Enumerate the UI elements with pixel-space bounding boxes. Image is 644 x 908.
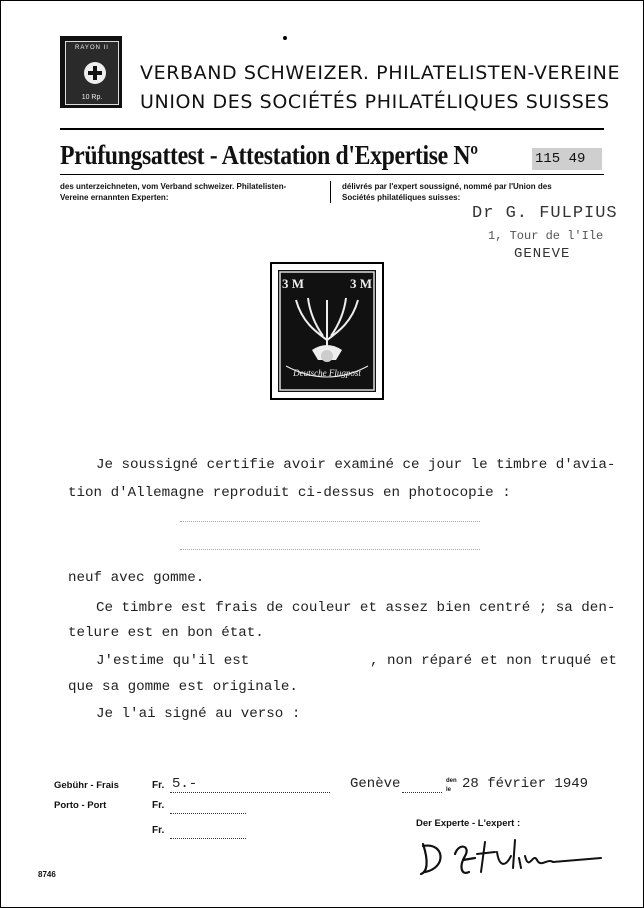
header-rule-bottom <box>60 174 604 175</box>
stamp-value-right: 3 M <box>349 276 372 291</box>
form-number: 8746 <box>38 870 56 879</box>
stamp-value-left: 3 M <box>282 276 305 291</box>
date: 28 février 1949 <box>462 776 589 792</box>
porto-label: Porto - Port <box>54 800 107 811</box>
body-line-8: Je l'ai signé au verso : <box>96 706 301 722</box>
org-name-german: VERBAND SCHWEIZER. PHILATELISTEN-VEREINE <box>140 62 621 84</box>
org-name-french: UNION DES SOCIÉTÉS PHILATÉLIQUES SUISSES <box>140 91 610 113</box>
porto-line <box>170 813 246 814</box>
stamp-photo-icon <box>270 262 384 400</box>
den-label: den <box>446 778 457 784</box>
swiss-rayon-stamp-icon <box>60 36 122 108</box>
expert-signature <box>415 832 615 882</box>
body-line-3: neuf avec gomme. <box>68 570 205 586</box>
logo-top-text: RAYON II <box>75 45 109 51</box>
intro-divider <box>330 181 331 203</box>
stamp-inscription: Deutsche Flugpost <box>293 368 361 378</box>
porto-currency-label: Fr. <box>152 800 165 811</box>
fee-line <box>170 792 330 793</box>
header-rule-top <box>60 128 604 130</box>
expert-label: Der Experte - L'expert : <box>416 818 521 829</box>
total-currency-label: Fr. <box>152 825 165 836</box>
body-line-6a: J'estime qu'il est <box>96 653 250 669</box>
expert-stamp-city: GENEVE <box>514 246 571 262</box>
le-label: le <box>446 787 452 793</box>
body-line-1: Je soussigné certifie avoir examiné ce jour le timbre d'avia- <box>96 457 616 473</box>
fee-currency-label: Fr. <box>152 780 165 791</box>
place: Genève <box>350 776 401 792</box>
intro-french: délivrés par l'expert soussigné, nommé par l'Union des Sociétés philatéliques suisses: <box>342 182 552 202</box>
description-space-1 <box>180 520 480 522</box>
logo-value-text: 10 Rp. <box>81 94 103 101</box>
fees-label: Gebühr - Frais <box>54 780 119 791</box>
total-line <box>170 838 246 839</box>
expert-stamp-name: Dr G. FULPIUS <box>472 204 618 223</box>
certificate-number: 115 49 <box>532 148 602 170</box>
description-space-2 <box>180 548 480 550</box>
fee-value: 5.- <box>172 776 198 792</box>
swiss-cross-icon <box>84 62 106 84</box>
body-line-5: telure est en bon état. <box>68 625 264 641</box>
body-line-2: tion d'Allemagne reproduit ci-dessus en photocopie : <box>68 485 511 501</box>
certificate-title: Prüfungsattest - Attestation d'Expertise Nº <box>60 140 478 170</box>
body-line-6b: , non réparé et non truqué et <box>370 653 617 669</box>
body-line-7: que sa gomme est originale. <box>68 679 298 695</box>
punch-dot <box>283 36 287 40</box>
intro-german: des unterzeichneten, vom Verband schweizer. Philatelisten- Vereine ernannten Experten: <box>60 182 287 202</box>
expert-stamp-address: 1, Tour de l'Ile <box>488 229 604 243</box>
place-line <box>402 792 442 793</box>
body-line-4: Ce timbre est frais de couleur et assez bien centré ; sa den- <box>96 600 616 616</box>
